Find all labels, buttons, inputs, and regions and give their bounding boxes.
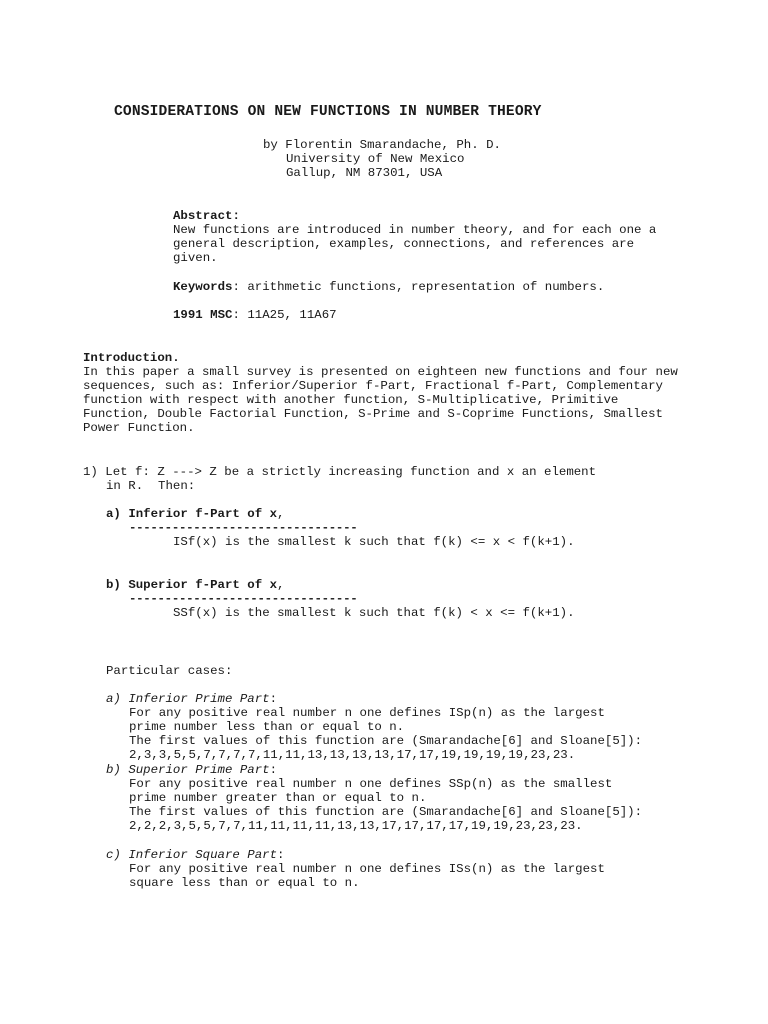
superior-f-part-heading <box>106 578 284 592</box>
item-heading: Inferior f-Part of x <box>128 507 278 521</box>
case-heading <box>106 848 284 862</box>
case-heading <box>106 763 277 777</box>
item-heading: Superior f-Part of x <box>128 578 278 592</box>
case-colon: : <box>269 692 278 706</box>
case-line: For any positive real number n one defines ISp(n) as the largest <box>129 706 605 720</box>
abstract-line: given. <box>173 251 218 265</box>
case-sequence: 2,2,2,3,5,5,7,7,11,11,11,11,13,13,17,17,17,17,19,19,23,23,23. <box>129 819 583 833</box>
introduction-line: function with respect with another function, S-Multiplicative, Primitive <box>83 393 619 407</box>
case-line: square less than or equal to n. <box>129 876 360 890</box>
introduction-line: In this paper a small survey is presented on eighteen new functions and four new <box>83 365 678 379</box>
case-colon: : <box>269 763 278 777</box>
introduction-heading: Introduction. <box>83 351 180 365</box>
inferior-f-part-heading <box>106 507 284 521</box>
particular-cases-heading: Particular cases: <box>106 664 233 678</box>
case-line: The first values of this function are (Smarandache[6] and Sloane[5]): <box>129 734 643 748</box>
case-marker: a) <box>106 692 121 706</box>
keywords-label: Keywords <box>173 280 233 294</box>
author-affiliation: University of New Mexico <box>286 152 465 166</box>
definition-line: SSf(x) is the smallest k such that f(k) < x <= f(k+1). <box>173 606 575 620</box>
msc-line <box>173 308 337 322</box>
case-marker: c) <box>106 848 121 862</box>
case-line: The first values of this function are (Smarandache[6] and Sloane[5]): <box>129 805 643 819</box>
case-heading <box>106 692 277 706</box>
abstract-line: New functions are introduced in number theory, and for each one a <box>173 223 657 237</box>
item-heading-tail: , <box>277 507 285 521</box>
msc-label: 1991 MSC <box>173 308 233 322</box>
author-address: Gallup, NM 87301, USA <box>286 166 443 180</box>
case-title: Inferior Prime Part <box>128 692 270 706</box>
section1-line: in R. Then: <box>106 479 196 493</box>
introduction-line: Function, Double Factorial Function, S-Prime and S-Coprime Functions, Smallest <box>83 407 663 421</box>
item-marker: b) <box>106 578 121 592</box>
definition-line: ISf(x) is the smallest k such that f(k) <= x < f(k+1). <box>173 535 575 549</box>
case-line: For any positive real number n one defines ISs(n) as the largest <box>129 862 605 876</box>
introduction-line: sequences, such as: Inferior/Superior f-Part, Fractional f-Part, Complementary <box>83 379 663 393</box>
heading-underline-rule: -------------------------------- <box>129 592 358 606</box>
case-line: prime number greater than or equal to n. <box>129 791 427 805</box>
item-heading-tail: , <box>277 578 285 592</box>
case-colon: : <box>277 848 285 862</box>
case-line: For any positive real number n one defines SSp(n) as the smallest <box>129 777 613 791</box>
item-marker: a) <box>106 507 121 521</box>
case-title: Inferior Square Part <box>128 848 278 862</box>
case-line: prime number less than or equal to n. <box>129 720 405 734</box>
case-title: Superior Prime Part <box>128 763 270 777</box>
msc-text: 11A25, 11A67 <box>239 308 337 322</box>
abstract-line: general description, examples, connections, and references are <box>173 237 635 251</box>
introduction-line: Power Function. <box>83 421 195 435</box>
paper-title: CONSIDERATIONS ON NEW FUNCTIONS IN NUMBER THEORY <box>114 104 542 120</box>
case-marker: b) <box>106 763 121 777</box>
abstract-heading: Abstract: <box>173 209 240 223</box>
keywords-line <box>173 280 604 294</box>
case-sequence: 2,3,3,5,5,7,7,7,7,11,11,13,13,13,13,17,17,19,19,19,19,23,23. <box>129 748 576 762</box>
keywords-text: arithmetic functions, representation of numbers. <box>239 280 605 294</box>
heading-underline-rule: -------------------------------- <box>129 521 358 535</box>
keywords-colon: : <box>232 280 240 294</box>
msc-colon: : <box>232 308 240 322</box>
author-line: by Florentin Smarandache, Ph. D. <box>263 138 501 152</box>
section1-line: 1) Let f: Z ---> Z be a strictly increasing function and x an element <box>83 465 597 479</box>
